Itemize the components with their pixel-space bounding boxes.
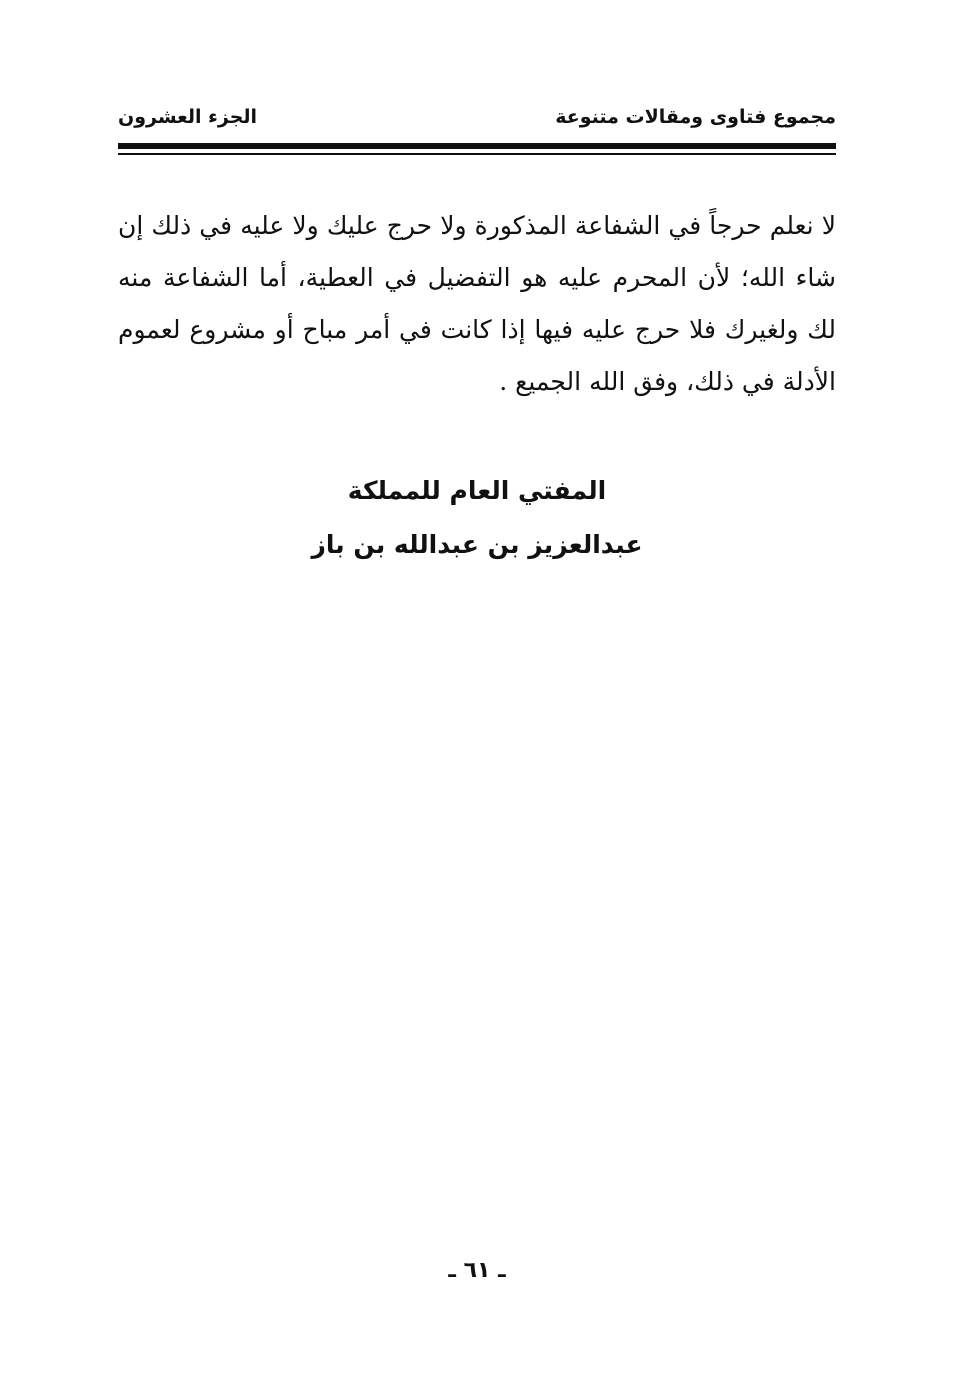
- volume-label: الجزء العشرون: [118, 106, 258, 128]
- book-title: مجموع فتاوى ومقالات متنوعة: [555, 106, 836, 128]
- header-rule-thin: [118, 153, 836, 155]
- header-rule-thick: [118, 143, 836, 149]
- page-number: ـ ٦١ ـ: [448, 1258, 506, 1283]
- running-header: [118, 100, 836, 134]
- fatwa-paragraph: لا نعلم حرجاً في الشفاعة المذكورة ولا حرج عليك ولا عليه في ذلك إن شاء الله؛ لأن المحرم عليه هو التفضيل في العطية، أما الشفاعة منه لك ولغيرك فلا حرج عليه فيها إذا كانت في أمر مباح أو مشروع لعموم الأدلة في ذلك، وفق الله الجميع .: [118, 211, 836, 396]
- signature-name: عبدالعزيز بن عبدالله بن باز: [311, 530, 643, 559]
- signature-title: المفتي العام للمملكة: [347, 476, 607, 505]
